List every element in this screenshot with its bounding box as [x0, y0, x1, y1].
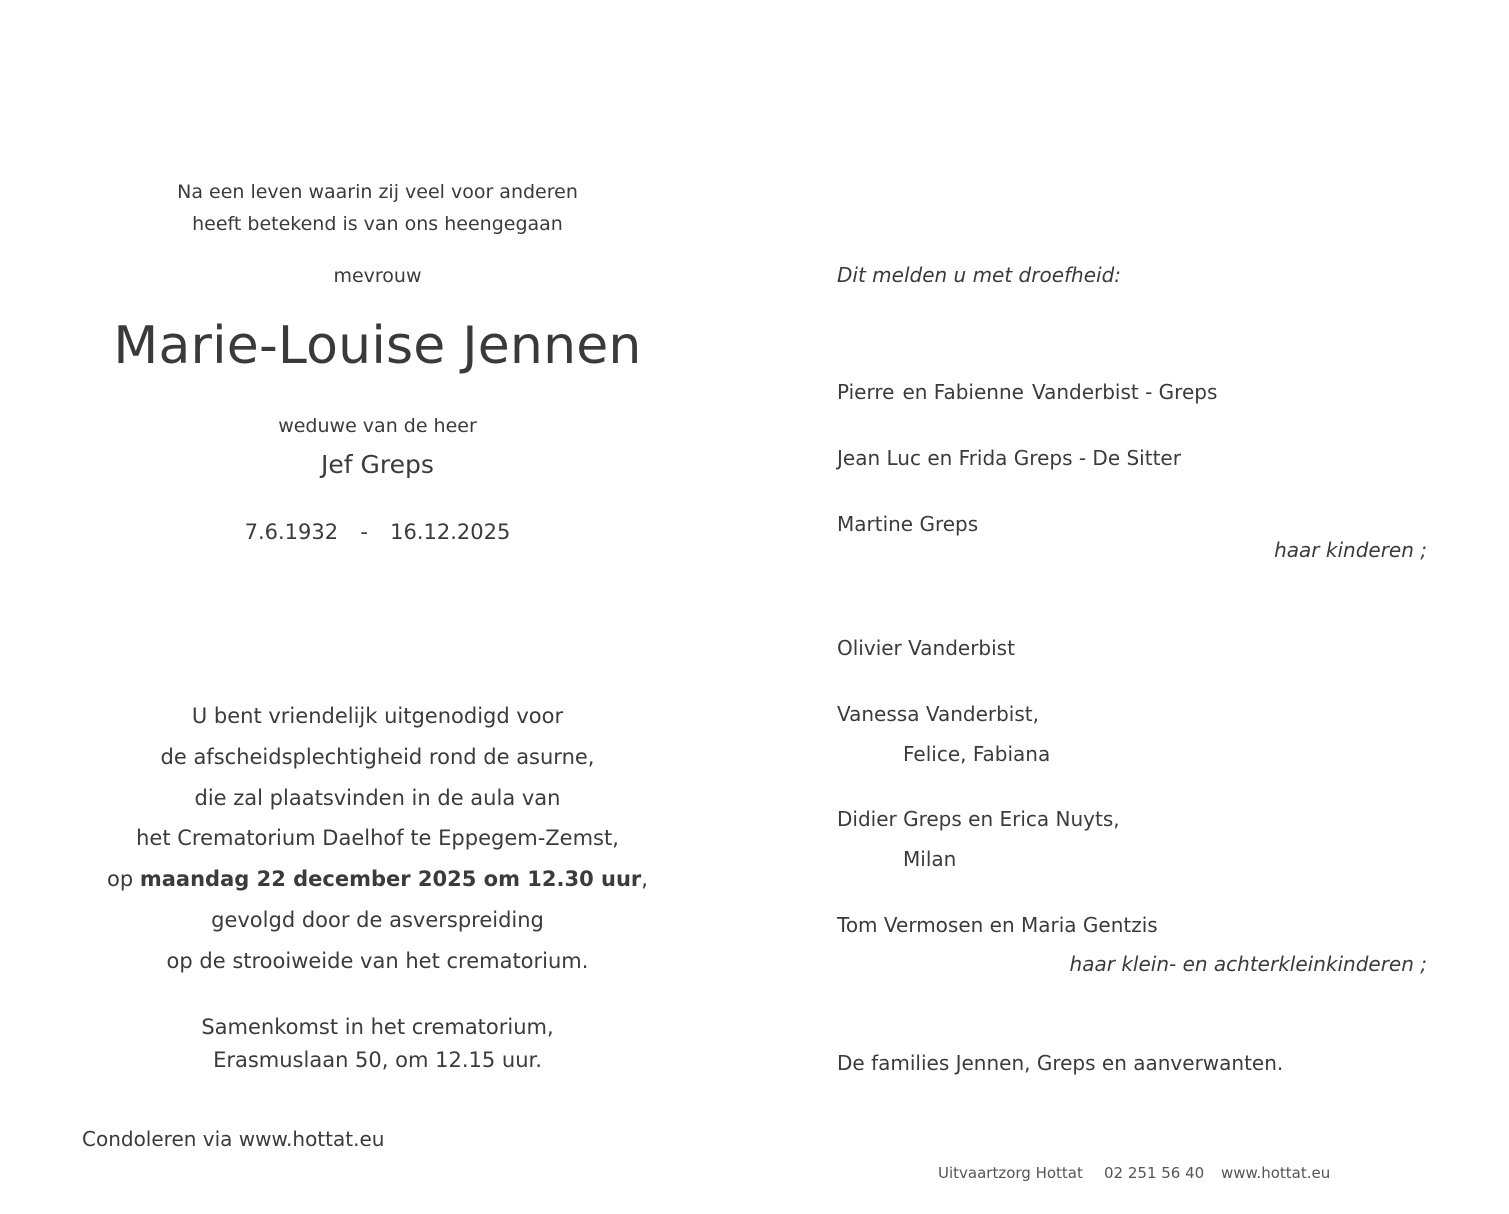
gathering-line-2: Erasmuslaan 50, om 12.15 uur.	[213, 1048, 542, 1072]
footer-phone: 02 251 56 40	[1104, 1164, 1205, 1182]
life-dates	[80, 520, 675, 544]
grandchild-vanessa: Vanessa Vanderbist,	[837, 702, 1039, 726]
announcement: Dit melden u met droefheid:	[837, 263, 1122, 287]
children-label: haar kinderen ;	[1274, 538, 1427, 562]
ceremony-invitation	[80, 696, 675, 982]
gathering-line-1: Samenkomst in het crematorium,	[201, 1015, 554, 1039]
grandchildren-label: haar klein- en achterkleinkinderen ;	[1069, 952, 1427, 976]
invite-line-3: die zal plaatsvinden in de aula van	[194, 785, 561, 810]
great-grandchildren-didier: Milan	[903, 847, 957, 871]
invite-line-1: U bent vriendelijk uitgenodigd voor	[191, 704, 564, 728]
birth-date: 7.6.1932	[244, 520, 339, 544]
invite-line-5-prefix: op	[107, 867, 140, 892]
child-pierre	[837, 380, 1217, 404]
invite-line-5	[80, 859, 675, 900]
invite-line-7: op de strooiweide van het crematorium.	[166, 948, 589, 973]
child-pierre-partner: en Fabienne	[902, 380, 1024, 404]
invite-line-6: gevolgd door de asverspreiding	[211, 907, 544, 932]
intro-text	[80, 176, 675, 240]
invite-line-5-suffix: ,	[641, 867, 648, 892]
date-separator: -	[360, 520, 368, 544]
grandchild-didier: Didier Greps en Erica Nuyts,	[837, 807, 1120, 831]
child-martine: Martine Greps	[837, 512, 979, 536]
invite-line-4: het Crematorium Daelhof te Eppegem-Zemst,	[136, 826, 619, 851]
intro-line-2: heeft betekend is van ons heengegaan	[192, 213, 563, 235]
gathering-info	[80, 1011, 675, 1077]
widow-of-label: weduwe van de heer	[278, 415, 477, 437]
condolence-link: Condoleren via www.hottat.eu	[82, 1127, 385, 1151]
footer-company: Uitvaartzorg Hottat	[938, 1164, 1083, 1182]
footer-website: www.hottat.eu	[1221, 1164, 1331, 1182]
deceased-name: Marie-Louise Jennen	[113, 316, 642, 376]
ceremony-datetime: maandag 22 december 2025 om 12.30 uur	[139, 867, 642, 892]
child-jeanluc: Jean Luc en Frida Greps - De Sitter	[837, 446, 1181, 470]
grandchild-tom: Tom Vermosen en Maria Gentzis	[837, 913, 1158, 937]
intro-line-1: Na een leven waarin zij veel voor anderen	[177, 181, 578, 203]
husband-name: Jef Greps	[321, 450, 434, 479]
child-pierre-first: Pierre	[837, 380, 895, 404]
salutation: mevrouw	[333, 265, 422, 287]
invite-line-2: de afscheidsplechtigheid rond de asurne,	[160, 744, 595, 769]
great-grandchildren-vanessa: Felice, Fabiana	[903, 742, 1051, 766]
child-pierre-surname: Vanderbist - Greps	[1031, 380, 1218, 404]
grandchild-olivier: Olivier Vanderbist	[837, 636, 1015, 660]
families: De families Jennen, Greps en aanverwanten.	[837, 1051, 1284, 1075]
death-date: 16.12.2025	[390, 520, 511, 544]
